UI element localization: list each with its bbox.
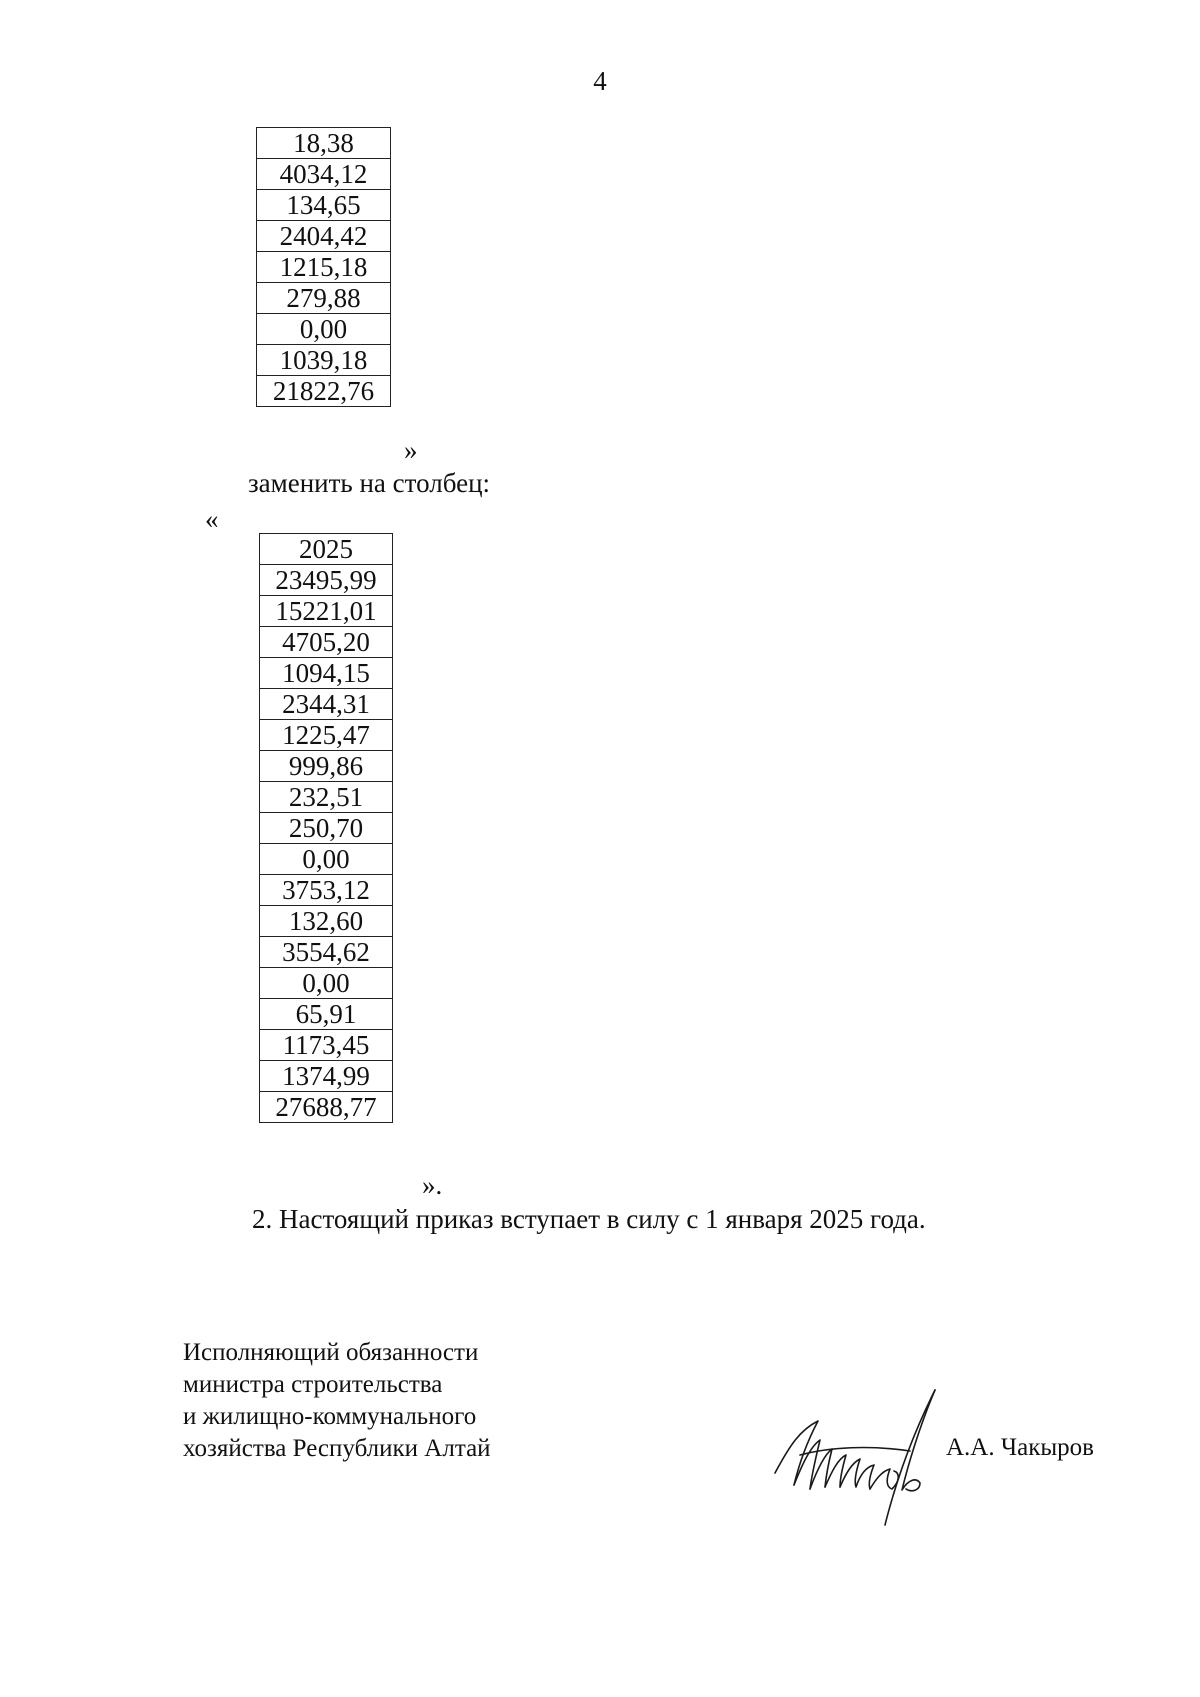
table-row <box>260 906 393 937</box>
table-row <box>257 190 391 221</box>
table-cell: 250,70 <box>260 813 393 844</box>
table-cell: 0,00 <box>257 314 391 345</box>
page-number: 4 <box>593 66 607 96</box>
closing-quote-1: » <box>404 435 418 465</box>
table-row <box>257 252 391 283</box>
effective-date-clause: 2. Настоящий приказ вступает в силу с 1 января 2025 года. <box>252 1204 926 1234</box>
table-cell: 1374,99 <box>260 1061 393 1092</box>
table-row <box>257 314 391 345</box>
table-row <box>260 751 393 782</box>
table-row <box>260 813 393 844</box>
table-cell: 21822,76 <box>257 376 391 407</box>
opening-quote: « <box>205 504 219 534</box>
table-row <box>260 689 393 720</box>
table-cell: 1215,18 <box>257 252 391 283</box>
table-row <box>260 565 393 596</box>
table-cell: 15221,01 <box>260 596 393 627</box>
table-row <box>257 376 391 407</box>
table-cell: 18,38 <box>257 128 391 159</box>
table-row <box>260 720 393 751</box>
signer-title-line: и жилищно-коммунального <box>183 1403 477 1430</box>
table-cell: 3554,62 <box>260 937 393 968</box>
signer-name: А.А. Чакыров <box>946 1434 1094 1461</box>
table-cell: 132,60 <box>260 906 393 937</box>
values-table-old <box>256 127 391 407</box>
replace-instruction: заменить на столбец: <box>248 468 491 498</box>
signer-title-line: министра строительства <box>183 1371 443 1398</box>
table-row <box>260 1061 393 1092</box>
table-row <box>260 658 393 689</box>
table-cell: 999,86 <box>260 751 393 782</box>
table-cell: 2404,42 <box>257 221 391 252</box>
table-cell: 232,51 <box>260 782 393 813</box>
table-row <box>260 1092 393 1123</box>
table-cell: 65,91 <box>260 999 393 1030</box>
table-cell: 27688,77 <box>260 1092 393 1123</box>
table-row <box>257 159 391 190</box>
values-table-new <box>259 533 393 1123</box>
table-cell: 4034,12 <box>257 159 391 190</box>
table-row <box>260 968 393 999</box>
table-cell: 2025 <box>260 534 393 565</box>
signer-title-line: Исполняющий обязанности <box>183 1339 479 1366</box>
closing-quote-2: ». <box>422 1170 443 1200</box>
table-row <box>257 345 391 376</box>
table-row <box>257 221 391 252</box>
table-cell: 1094,15 <box>260 658 393 689</box>
table-cell: 134,65 <box>257 190 391 221</box>
handwritten-signature <box>770 1385 955 1530</box>
table-row <box>260 596 393 627</box>
table-row <box>260 1030 393 1061</box>
table-row <box>260 627 393 658</box>
table-row <box>260 534 393 565</box>
table-cell: 1039,18 <box>257 345 391 376</box>
table-row <box>257 128 391 159</box>
table-row <box>260 844 393 875</box>
table-row <box>260 937 393 968</box>
table-row <box>257 283 391 314</box>
signature-block <box>183 1337 491 1465</box>
table-cell: 1173,45 <box>260 1030 393 1061</box>
signer-title-line: хозяйства Республики Алтай <box>183 1435 491 1462</box>
table-cell: 279,88 <box>257 283 391 314</box>
table-cell: 0,00 <box>260 968 393 999</box>
table-cell: 2344,31 <box>260 689 393 720</box>
table-cell: 4705,20 <box>260 627 393 658</box>
table-cell: 23495,99 <box>260 565 393 596</box>
table-row <box>260 782 393 813</box>
table-cell: 1225,47 <box>260 720 393 751</box>
table-cell: 3753,12 <box>260 875 393 906</box>
table-row <box>260 999 393 1030</box>
table-cell: 0,00 <box>260 844 393 875</box>
table-row <box>260 875 393 906</box>
